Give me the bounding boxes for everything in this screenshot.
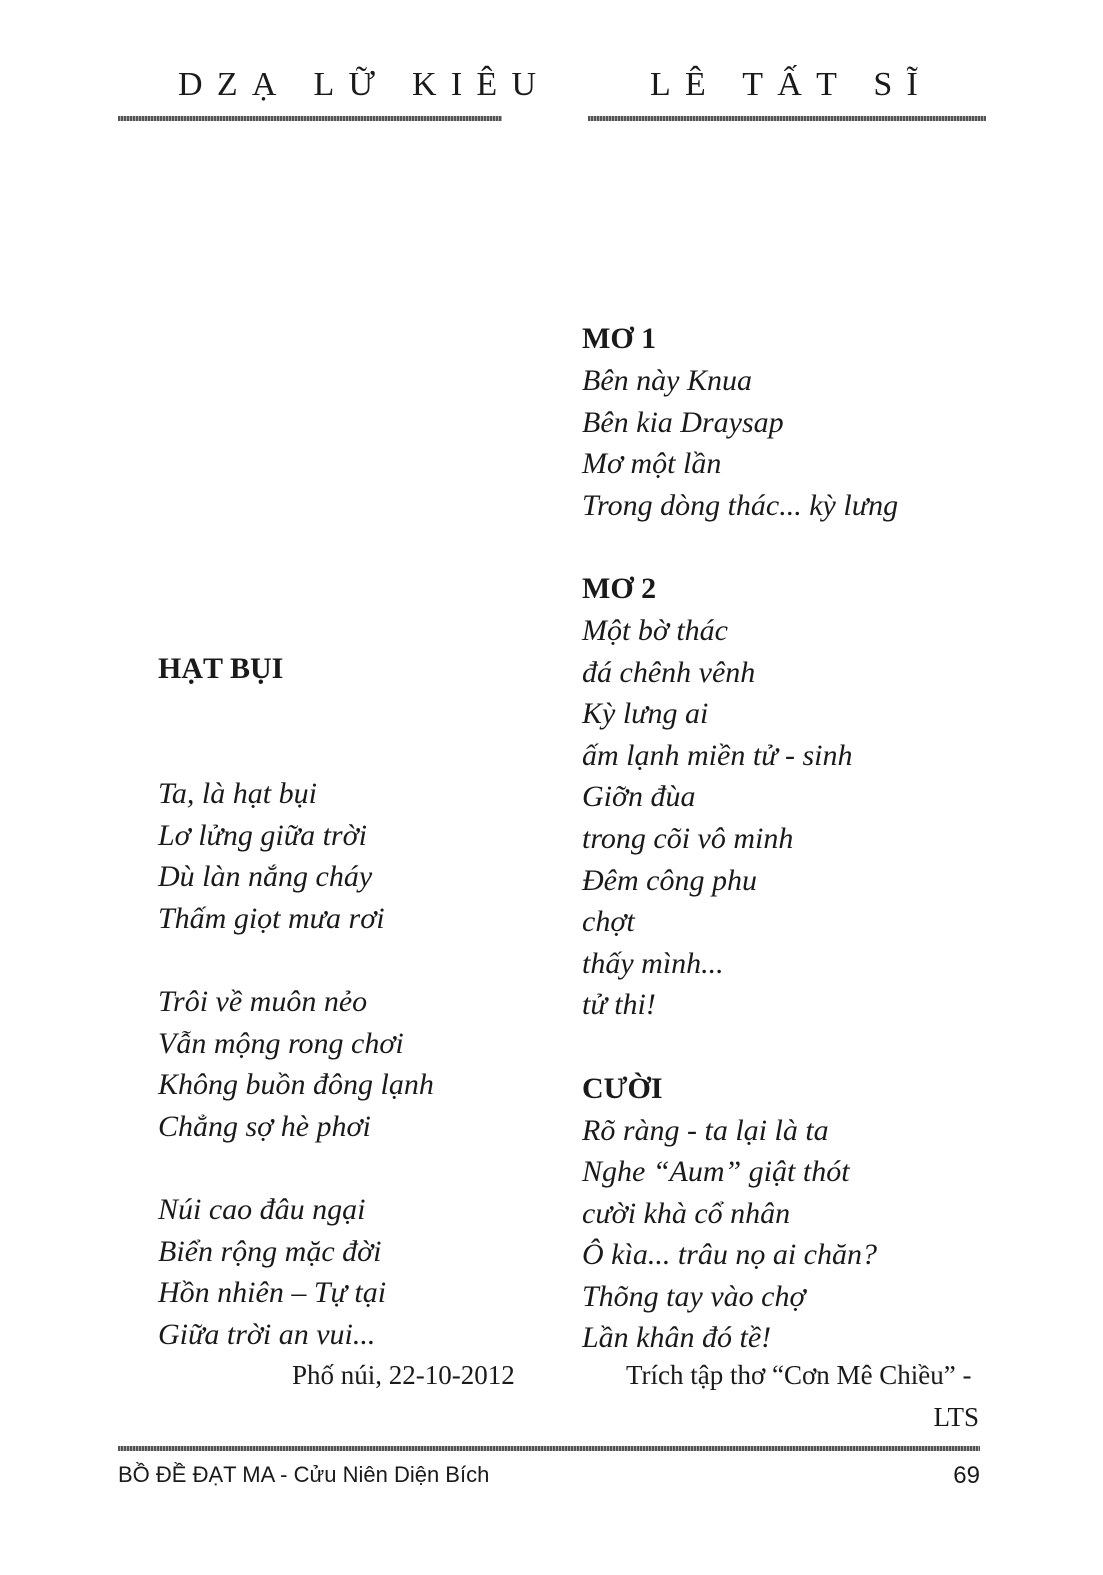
poem-title: MƠ 1 [582, 322, 657, 355]
footer-book-title: BỒ ĐỀ ĐẠT MA - Cửu Niên Diện Bích [118, 1462, 490, 1487]
poem-line: Một bờ thác [582, 613, 728, 647]
poem-line: Giỡn đùa [582, 780, 696, 814]
poem-line: Trôi về muôn nẻo [158, 984, 368, 1018]
poem-line: Bên kia Draysap [582, 405, 784, 439]
poem-line: Hồn nhiên – Tự tại [158, 1276, 387, 1310]
header-rule-left [118, 116, 502, 121]
poem-line: trong cõi vô minh [582, 821, 794, 855]
stanza [158, 773, 434, 939]
poem-line: Giữa trời an vui... [158, 1317, 376, 1351]
poem-line: Thõng tay vào chợ [582, 1279, 806, 1313]
poem-line: Ta, là hạt bụi [158, 777, 317, 810]
poem-signature-right-initials: LTS [933, 1402, 979, 1432]
poem-line: thấy mình... [582, 946, 724, 980]
poem-line: Biển rộng mặc đời [158, 1234, 382, 1268]
poem-cuoi [582, 1068, 1002, 1360]
poem-line: Dù làn nắng cháy [158, 860, 373, 894]
poem-line: tử thi! [582, 988, 656, 1022]
poem-mo-2 [582, 568, 1002, 1026]
poem-line: ấm lạnh miền tử - sinh [582, 738, 853, 772]
poem-line: Kỳ lưng ai [582, 697, 709, 731]
poem-line: Lơ lửng giữa trời [158, 818, 367, 852]
poem-line: chợt [582, 905, 635, 939]
poem-line: Bên này Knua [582, 364, 752, 397]
poem-line: đá chênh vênh [582, 655, 756, 689]
header-right-author: LÊ TẤT SĨ [650, 66, 933, 103]
poem-title: CƯỜI [582, 1071, 663, 1105]
poem-line: Ô kìa... trâu nọ ai chăn? [582, 1238, 877, 1272]
footer-rule [118, 1446, 980, 1451]
stanza [158, 981, 434, 1147]
poem-line: Núi cao đâu ngại [158, 1192, 366, 1226]
page-number: 69 [953, 1462, 980, 1489]
poem-line: Không buồn đông lạnh [158, 1068, 434, 1102]
poem-line: Vẫn mộng rong chơi [158, 1026, 404, 1060]
poem-title: HẠT BỤI [158, 652, 284, 685]
poem-hat-bui [158, 648, 434, 1355]
poem-mo-1 [582, 318, 1002, 526]
poem-line: Mơ một lần [582, 447, 722, 481]
poems-right-column [582, 318, 1002, 1359]
poem-line: Rõ ràng - ta lại là ta [582, 1113, 829, 1147]
poem-signature-left: Phố núi, 22-10-2012 [292, 1360, 515, 1390]
header-rule-right [588, 116, 986, 121]
poem-line: Trong dòng thác... kỳ lưng [582, 488, 899, 522]
stanza [158, 1189, 434, 1355]
poem-line: Lần khân đó tề! [582, 1321, 772, 1355]
poem-line: cười khà cổ nhân [582, 1196, 791, 1230]
poem-signature-right-source: Trích tập thơ “Cơn Mê Chiều” - [626, 1360, 972, 1390]
header-left-author: DZẠ LỮ KIÊU [178, 66, 551, 103]
poem-title: MƠ 2 [582, 571, 657, 605]
poem-line: Chẳng sợ hè phơi [158, 1109, 371, 1143]
poem-line: Nghe “Aum” giật thót [582, 1155, 850, 1189]
poem-line: Thấm giọt mưa rơi [158, 901, 385, 935]
poem-line: Đêm công phu [582, 863, 757, 897]
